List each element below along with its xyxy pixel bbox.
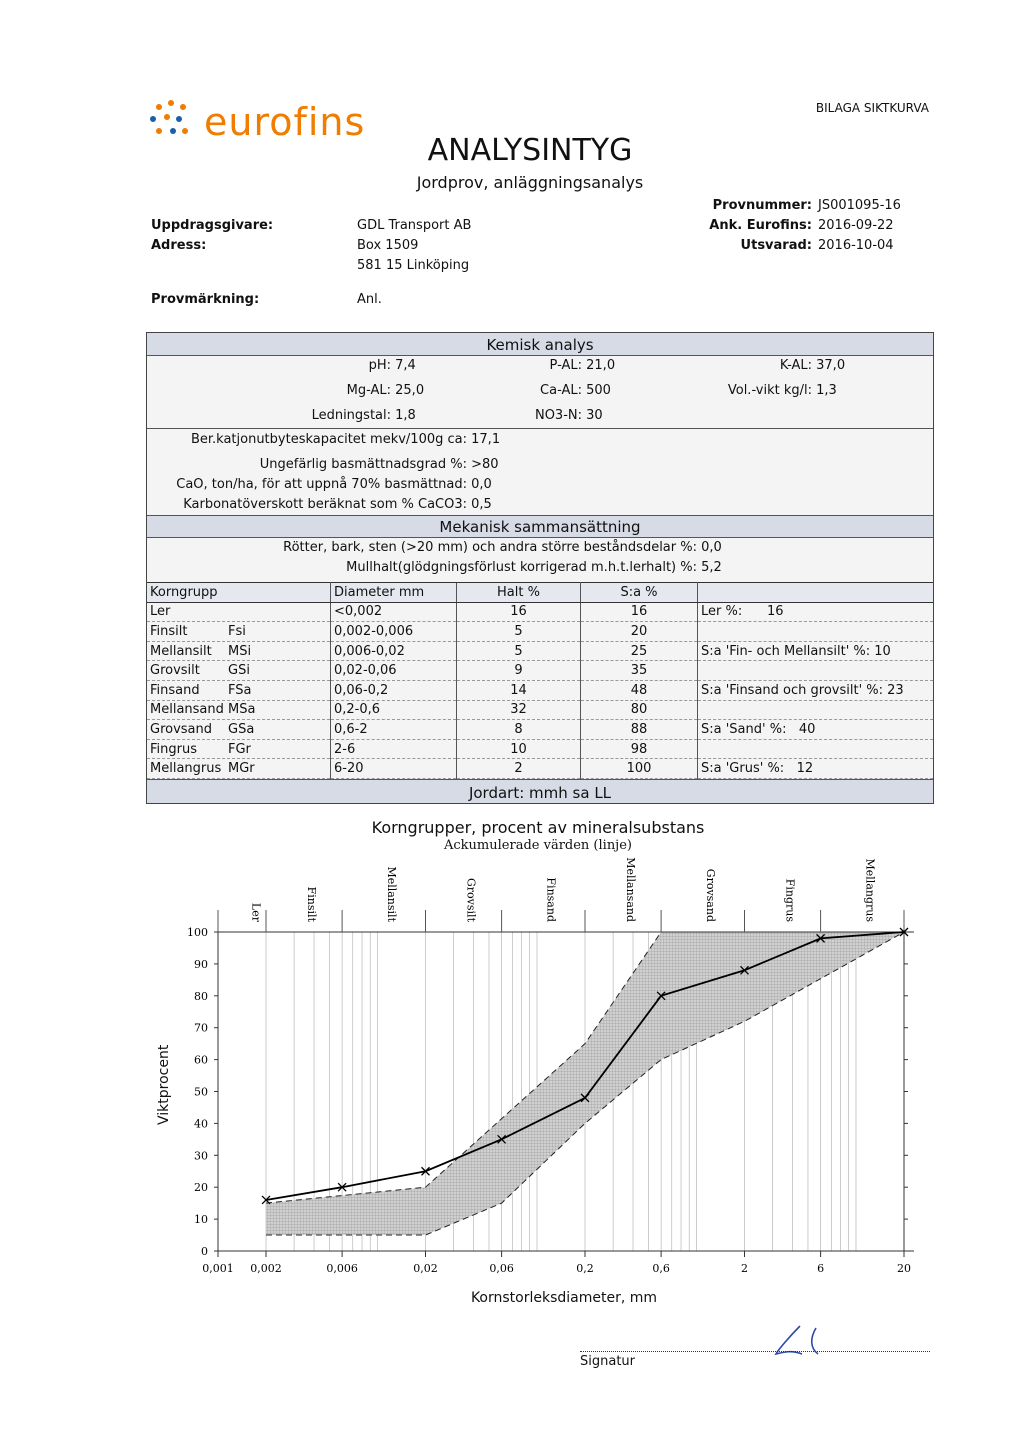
x-tick-label: 6 bbox=[817, 1262, 825, 1275]
row-name bbox=[147, 602, 331, 622]
fraction-label: Grovsilt bbox=[464, 878, 478, 922]
vol-value: 1,3 bbox=[816, 383, 837, 398]
mull-row bbox=[167, 560, 722, 575]
y-tick-label: 0 bbox=[201, 1245, 208, 1258]
no3-value: 30 bbox=[586, 408, 603, 423]
header-korngrupp: Korngrupp bbox=[147, 583, 331, 603]
x-tick-label: 0,02 bbox=[413, 1262, 438, 1275]
bas-value: >80 bbox=[471, 457, 499, 472]
row-name-text: Mellangrus bbox=[150, 761, 222, 777]
mg-value: 25,0 bbox=[395, 383, 425, 398]
led-value: 1,8 bbox=[395, 408, 416, 423]
bilaga-label: BILAGA SIKTKURVA bbox=[815, 101, 929, 115]
adress-line2: 581 15 Linköping bbox=[357, 258, 470, 273]
fraction-label: Ler bbox=[249, 902, 263, 922]
bas-label: Ungefärlig basmättnadsgrad %: bbox=[259, 457, 467, 472]
ca-value: 500 bbox=[586, 383, 611, 398]
row-name-text: Grovsilt bbox=[150, 663, 200, 679]
ank-label: Ank. Eurofins: bbox=[709, 218, 812, 233]
x-tick-label: 0,002 bbox=[250, 1262, 282, 1275]
row-abbr: MSi bbox=[228, 643, 252, 659]
row-sum: 88 bbox=[581, 720, 698, 740]
table-row bbox=[147, 641, 933, 661]
provmarkning-value: Anl. bbox=[357, 292, 382, 307]
mull-label: Mullhalt(glödgningsförlust korrigerad m.h.t.lerhalt) %: bbox=[346, 560, 697, 575]
table-header-row bbox=[147, 583, 933, 603]
table-row bbox=[147, 602, 933, 622]
cao-row bbox=[157, 477, 492, 492]
row-note bbox=[698, 661, 934, 681]
y-tick-label: 60 bbox=[194, 1053, 208, 1067]
vol-row bbox=[667, 383, 837, 398]
row-note bbox=[698, 700, 934, 720]
row-name bbox=[147, 759, 331, 779]
row-halt: 5 bbox=[457, 622, 581, 642]
ph-row bbox=[217, 358, 416, 373]
y-tick-label: 20 bbox=[194, 1181, 208, 1195]
provmarkning-label: Provmärkning: bbox=[151, 292, 260, 307]
row-diameter: 0,6-2 bbox=[331, 720, 457, 740]
table-row bbox=[147, 661, 933, 681]
vol-label: Vol.-vikt kg/l: bbox=[727, 383, 812, 398]
fraction-label: Fingrus bbox=[783, 878, 797, 922]
signature-mark bbox=[772, 1320, 832, 1360]
p-label: P-AL: bbox=[549, 358, 582, 373]
rotter-label: Rötter, bark, sten (>20 mm) och andra större beståndsdelar %: bbox=[283, 540, 697, 555]
y-axis-title: Viktprocent bbox=[156, 1044, 172, 1125]
table-row bbox=[147, 720, 933, 740]
mg-label: Mg-AL: bbox=[346, 383, 391, 398]
row-halt: 8 bbox=[457, 720, 581, 740]
y-tick-label: 30 bbox=[194, 1149, 208, 1163]
row-abbr: GSi bbox=[228, 663, 250, 679]
row-sum: 25 bbox=[581, 641, 698, 661]
chart-subtitle: Ackumulerade värden (linje) bbox=[444, 838, 632, 853]
row-name-text: Finsand bbox=[150, 682, 200, 698]
row-sum: 35 bbox=[581, 661, 698, 681]
row-halt: 9 bbox=[457, 661, 581, 681]
row-abbr: FGr bbox=[228, 741, 251, 757]
row-sum: 100 bbox=[581, 759, 698, 779]
row-abbr: MSa bbox=[228, 702, 256, 718]
korngrupp-table bbox=[147, 582, 933, 779]
y-tick-label: 70 bbox=[194, 1021, 208, 1035]
row-name-text: Fingrus bbox=[150, 741, 197, 757]
row-sum: 48 bbox=[581, 680, 698, 700]
x-tick-label: 0,2 bbox=[576, 1262, 594, 1275]
provnummer-value: JS001095-16 bbox=[818, 198, 901, 213]
row-halt: 16 bbox=[457, 602, 581, 622]
cao-value: 0,0 bbox=[471, 477, 492, 492]
karb-row bbox=[157, 497, 492, 512]
fraction-label: Finsilt bbox=[305, 886, 319, 922]
y-tick-label: 80 bbox=[194, 989, 208, 1003]
row-name bbox=[147, 720, 331, 740]
row-name bbox=[147, 680, 331, 700]
mg-row bbox=[217, 383, 424, 398]
row-sum: 98 bbox=[581, 739, 698, 759]
row-note: S:a 'Grus' %: 12 bbox=[698, 759, 934, 779]
y-tick-label: 100 bbox=[187, 926, 208, 939]
row-diameter: <0,002 bbox=[331, 602, 457, 622]
kemisk-header bbox=[147, 333, 933, 356]
x-tick-label: 2 bbox=[741, 1262, 749, 1275]
y-tick-label: 90 bbox=[194, 957, 208, 971]
p-value: 21,0 bbox=[586, 358, 616, 373]
table-row bbox=[147, 680, 933, 700]
analysis-panel bbox=[146, 332, 934, 804]
page-title: ANALYSINTYG bbox=[427, 133, 633, 168]
provnummer-label: Provnummer: bbox=[712, 198, 812, 213]
row-name-text: Mellansand bbox=[150, 702, 224, 718]
kemisk-title: Kemisk analys bbox=[486, 336, 594, 354]
row-name bbox=[147, 700, 331, 720]
ca-label: Ca-AL: bbox=[540, 383, 582, 398]
led-row bbox=[217, 408, 416, 423]
kemisk-divider bbox=[147, 428, 933, 429]
x-tick-label: 0,06 bbox=[489, 1262, 514, 1275]
adress-line1: Box 1509 bbox=[357, 238, 419, 253]
row-note: S:a 'Fin- och Mellansilt' %: 10 bbox=[698, 641, 934, 661]
table-row bbox=[147, 700, 933, 720]
row-diameter: 0,2-0,6 bbox=[331, 700, 457, 720]
row-note: S:a 'Finsand och grovsilt' %: 23 bbox=[698, 680, 934, 700]
p-row bbox=[447, 358, 615, 373]
led-label: Ledningstal: bbox=[311, 408, 391, 423]
no3-label: NO3-N: bbox=[534, 408, 582, 423]
row-name-text: Finsilt bbox=[150, 623, 188, 639]
karb-label: Karbonatöverskott beräknat som % CaCO3: bbox=[183, 497, 467, 512]
x-tick-label: 0,006 bbox=[326, 1262, 358, 1275]
row-abbr: Fsi bbox=[228, 623, 246, 639]
mekanisk-title: Mekanisk sammansättning bbox=[439, 518, 641, 536]
k-row bbox=[667, 358, 845, 373]
mull-value: 5,2 bbox=[701, 560, 722, 575]
row-note bbox=[698, 739, 934, 759]
row-halt: 32 bbox=[457, 700, 581, 720]
utsvarad-label: Utsvarad: bbox=[740, 238, 812, 253]
row-diameter: 0,06-0,2 bbox=[331, 680, 457, 700]
table-row bbox=[147, 739, 933, 759]
signature-line bbox=[580, 1351, 930, 1352]
row-halt: 10 bbox=[457, 739, 581, 759]
row-sum: 80 bbox=[581, 700, 698, 720]
row-abbr: FSa bbox=[228, 682, 252, 698]
rotter-value: 0,0 bbox=[701, 540, 722, 555]
ca-row bbox=[447, 383, 611, 398]
row-name bbox=[147, 661, 331, 681]
row-diameter: 0,002-0,006 bbox=[331, 622, 457, 642]
ber-row bbox=[157, 432, 500, 447]
header-note bbox=[698, 583, 934, 603]
signature-label: Signatur bbox=[580, 1354, 636, 1369]
row-abbr: GSa bbox=[228, 721, 255, 737]
mekanisk-header bbox=[147, 515, 933, 538]
header-halt: Halt % bbox=[457, 583, 581, 603]
row-diameter: 2-6 bbox=[331, 739, 457, 759]
y-tick-label: 40 bbox=[194, 1117, 208, 1131]
x-axis-title: Kornstorleksdiameter, mm bbox=[470, 1290, 658, 1306]
y-tick-label: 50 bbox=[194, 1085, 208, 1099]
row-name-text: Ler bbox=[150, 604, 171, 620]
k-label: K-AL: bbox=[779, 358, 812, 373]
table-row bbox=[147, 622, 933, 642]
row-halt: 5 bbox=[457, 641, 581, 661]
row-sum: 16 bbox=[581, 602, 698, 622]
y-tick-label: 10 bbox=[194, 1213, 208, 1227]
grading-chart bbox=[0, 855, 1024, 1295]
row-name bbox=[147, 641, 331, 661]
bas-row bbox=[157, 457, 499, 472]
jordart-band bbox=[147, 779, 933, 803]
fraction-label: Mellangrus bbox=[863, 858, 877, 922]
rotter-row bbox=[167, 540, 722, 555]
uppdragsgivare-label: Uppdragsgivare: bbox=[151, 218, 274, 233]
row-sum: 20 bbox=[581, 622, 698, 642]
ank-value: 2016-09-22 bbox=[818, 218, 894, 233]
header-sum: S:a % bbox=[581, 583, 698, 603]
k-value: 37,0 bbox=[816, 358, 846, 373]
ph-value: 7,4 bbox=[395, 358, 416, 373]
row-name bbox=[147, 739, 331, 759]
row-note bbox=[698, 622, 934, 642]
row-halt: 2 bbox=[457, 759, 581, 779]
ber-label: Ber.katjonutbyteskapacitet mekv/100g ca: bbox=[190, 432, 467, 447]
table-row bbox=[147, 759, 933, 779]
fraction-label: Mellansand bbox=[624, 857, 638, 922]
utsvarad-value: 2016-10-04 bbox=[818, 238, 894, 253]
no3-row bbox=[447, 408, 603, 423]
fraction-label: Grovsand bbox=[703, 868, 717, 922]
x-tick-label: 20 bbox=[897, 1262, 911, 1275]
row-diameter: 6-20 bbox=[331, 759, 457, 779]
row-note: Ler %: 16 bbox=[698, 602, 934, 622]
logo-text: eurofins bbox=[204, 100, 366, 144]
row-name-text: Grovsand bbox=[150, 721, 213, 737]
row-note: S:a 'Sand' %: 40 bbox=[698, 720, 934, 740]
x-tick-label: 0,6 bbox=[652, 1262, 670, 1275]
row-halt: 14 bbox=[457, 680, 581, 700]
header-diameter: Diameter mm bbox=[331, 583, 457, 603]
chart-title: Korngrupper, procent av mineralsubstans bbox=[371, 818, 705, 837]
row-abbr: MGr bbox=[228, 761, 255, 777]
page-subtitle: Jordprov, anläggningsanalys bbox=[416, 173, 644, 192]
ph-label: pH: bbox=[368, 358, 391, 373]
karb-value: 0,5 bbox=[471, 497, 492, 512]
row-diameter: 0,02-0,06 bbox=[331, 661, 457, 681]
ber-value: 17,1 bbox=[471, 432, 501, 447]
x-tick-label: 0,001 bbox=[202, 1262, 234, 1275]
fraction-label: Finsand bbox=[544, 877, 558, 922]
adress-label: Adress: bbox=[151, 238, 207, 253]
row-diameter: 0,006-0,02 bbox=[331, 641, 457, 661]
cao-label: CaO, ton/ha, för att uppnå 70% basmättnad: bbox=[176, 477, 467, 492]
chart-fraction-labels bbox=[249, 857, 876, 923]
fraction-label: Mellansilt bbox=[384, 866, 398, 922]
jordart-text: Jordart: mmh sa LL bbox=[468, 784, 612, 802]
row-name bbox=[147, 622, 331, 642]
uppdragsgivare-value: GDL Transport AB bbox=[357, 218, 472, 233]
row-name-text: Mellansilt bbox=[150, 643, 212, 659]
